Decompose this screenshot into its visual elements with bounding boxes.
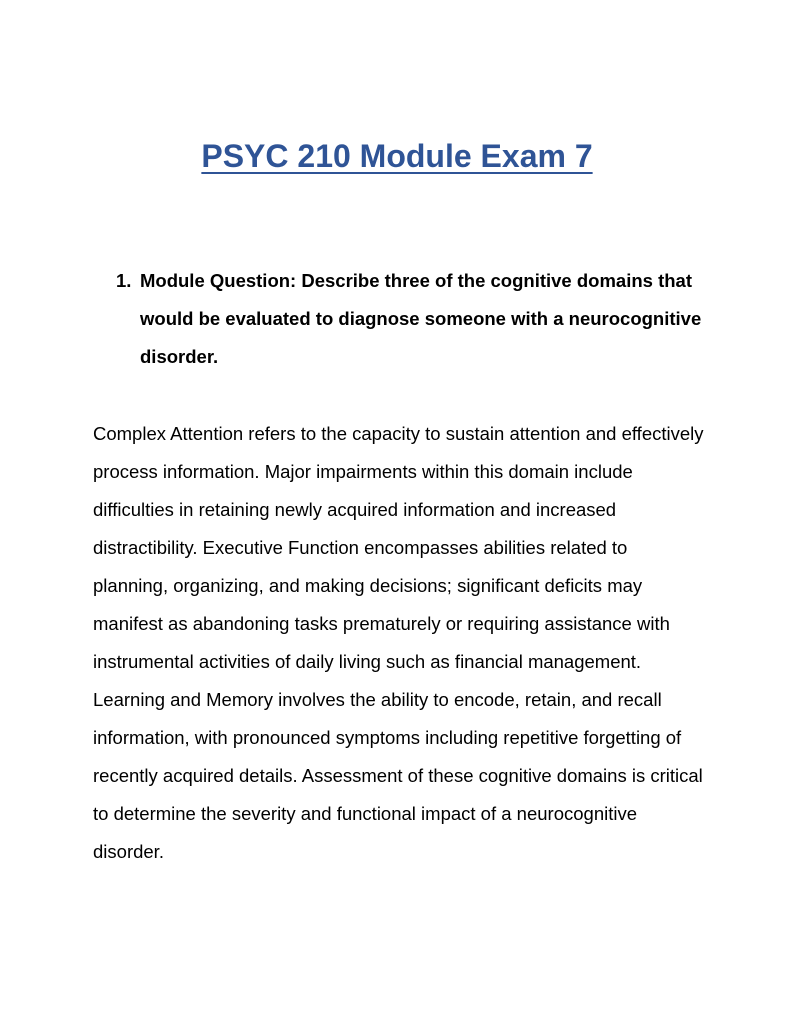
question-item [116, 262, 706, 376]
title-text: PSYC 210 Module Exam 7 [201, 138, 593, 174]
page-title [0, 134, 794, 178]
question-number: 1. [116, 270, 132, 291]
question-text: Module Question: Describe three of the cognitive domains that would be evaluated to diagnose someone with a neurocognitive disorder. [140, 270, 702, 367]
answer-paragraph: Complex Attention refers to the capacity to sustain attention and effectively process information. Major impairments within this domain include difficulties in retaining newly acquired information and increased distractibility. Executive Function encompasses abilities related to planning, organizing, and making decisions; significant deficits may manifest as abandoning tasks prematurely or requiring assistance with instrumental activities of daily living such as financial management. Learning and Memory involves the ability to encode, retain, and recall information, with pronounced symptoms including repetitive forgetting of recently acquired details. Assessment of these cognitive domains is critical to determine the severity and functional impact of a neurocognitive disorder. [93, 423, 704, 862]
